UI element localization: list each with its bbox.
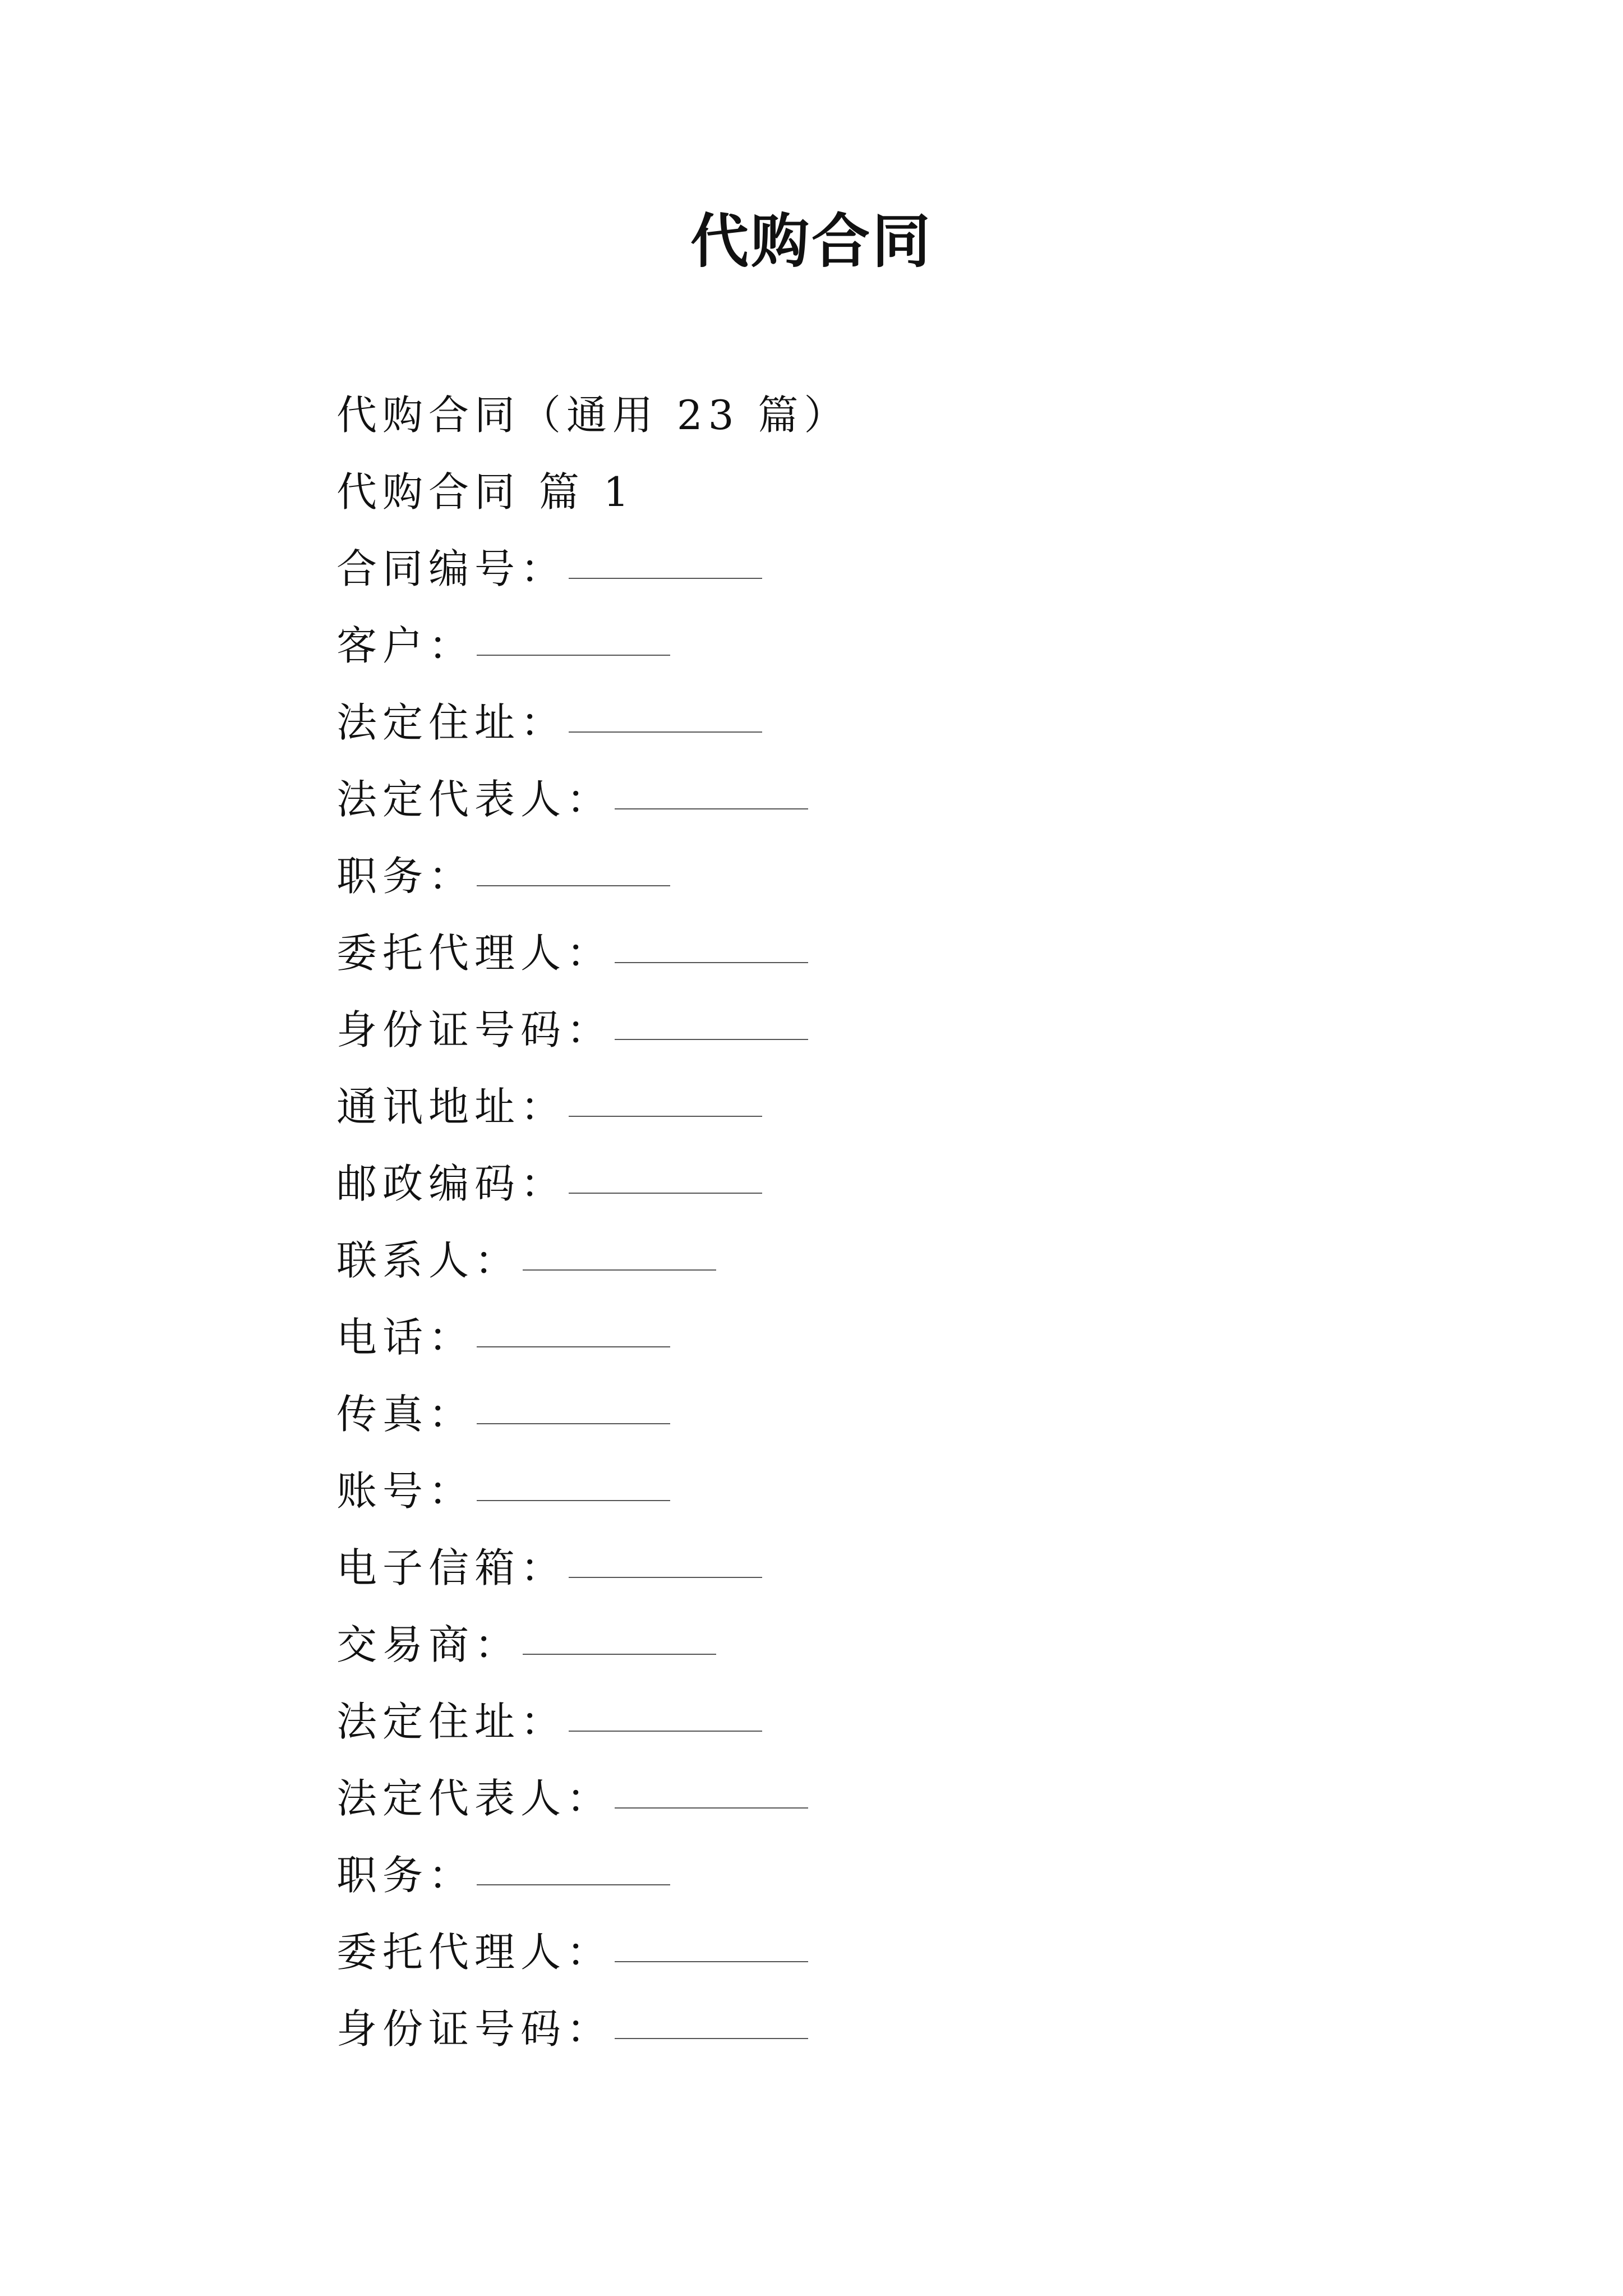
field-row-legal-representative [336, 757, 850, 834]
field-label: 法定代表人： [336, 775, 613, 823]
field-label: 身份证号码： [336, 2005, 613, 2053]
field-label: 电话： [336, 1313, 475, 1361]
field-row-contract-number [336, 527, 850, 604]
field-row-mailing-address [336, 1065, 850, 1142]
blank-line [569, 699, 762, 733]
field-row-account [336, 1449, 850, 1526]
field-label: 法定代表人： [336, 1774, 613, 1822]
blank-line [615, 776, 808, 809]
heading-text: 代购合同 篇 1 [336, 468, 635, 516]
field-label: 客户： [336, 622, 475, 669]
blank-line [569, 545, 762, 579]
field-label: 邮政编码： [336, 1159, 567, 1207]
field-row-dealer-legal-representative [336, 1756, 850, 1833]
blank-line [477, 1852, 670, 1885]
blank-line [477, 1391, 670, 1424]
heading-line [336, 450, 850, 527]
field-label: 身份证号码： [336, 1006, 613, 1053]
blank-line [615, 1929, 808, 1962]
document-title: 代购合同 [690, 207, 933, 275]
document-body [336, 373, 850, 2064]
blank-line [615, 1775, 808, 1809]
blank-line [477, 853, 670, 886]
field-row-client [336, 604, 850, 680]
field-label: 传真： [336, 1390, 475, 1438]
field-row-position [336, 834, 850, 911]
blank-line [615, 2005, 808, 2039]
blank-line [569, 1160, 762, 1194]
field-label: 委托代理人： [336, 1928, 613, 1976]
field-row-postal-code [336, 1142, 850, 1218]
blank-line [569, 1698, 762, 1732]
field-row-dealer-id-number [336, 1987, 850, 2064]
field-label: 法定住址： [336, 698, 567, 746]
field-row-email [336, 1526, 850, 1603]
field-label: 合同编号： [336, 545, 567, 592]
blank-line [477, 1467, 670, 1501]
field-row-telephone [336, 1295, 850, 1372]
field-row-id-number [336, 988, 850, 1065]
heading-line [336, 373, 850, 450]
blank-line [523, 1621, 716, 1655]
field-row-contact-person [336, 1218, 850, 1295]
field-label: 法定住址： [336, 1697, 567, 1745]
blank-line [615, 930, 808, 963]
field-label: 联系人： [336, 1236, 521, 1284]
blank-line [615, 1006, 808, 1040]
blank-line [523, 1237, 716, 1271]
field-row-authorized-agent [336, 911, 850, 988]
field-label: 职务： [336, 1851, 475, 1899]
field-row-dealer-legal-address [336, 1680, 850, 1756]
field-label: 账号： [336, 1467, 475, 1515]
field-row-dealer-authorized-agent [336, 1910, 850, 1987]
blank-line [569, 1083, 762, 1117]
field-label: 电子信箱： [336, 1544, 567, 1591]
field-row-dealer-position [336, 1833, 850, 1910]
field-label: 交易商： [336, 1621, 521, 1668]
blank-line [569, 1544, 762, 1578]
heading-text: 代购合同（通用 23 篇） [336, 391, 850, 439]
blank-line [477, 1314, 670, 1347]
field-label: 通讯地址： [336, 1083, 567, 1130]
blank-line [477, 622, 670, 656]
field-label: 委托代理人： [336, 929, 613, 977]
field-row-fax [336, 1372, 850, 1449]
field-row-legal-address [336, 680, 850, 757]
field-label: 职务： [336, 852, 475, 900]
field-row-dealer [336, 1603, 850, 1680]
